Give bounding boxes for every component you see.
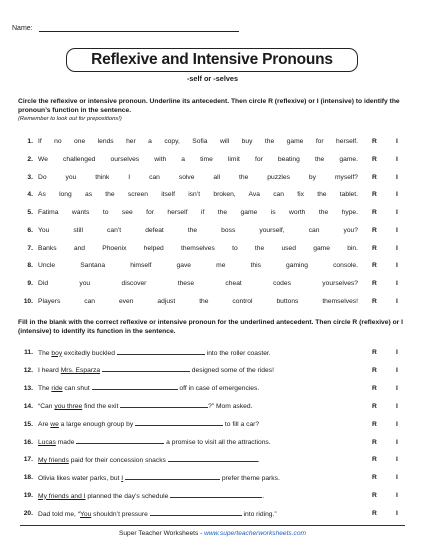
sentence-end: off in case of emergencies. — [177, 385, 260, 393]
sentence-start: Dad told me, “ — [38, 510, 80, 518]
title-box — [66, 48, 358, 72]
sentence-end: ?” Mom asked. — [208, 403, 253, 411]
part2-instructions: Fill in the blank with the correct reflexive or intensive pronoun for the underlined antecedent. Then circle R (reflexive) or I (intensive) to identify its function in the sentence. — [18, 319, 403, 335]
choice-i[interactable]: I — [396, 420, 398, 428]
question-text — [38, 510, 358, 518]
sentence-end: . — [262, 492, 265, 500]
question-row — [16, 207, 408, 218]
sentence-middle: made — [55, 439, 77, 446]
question-number: 6. — [27, 226, 33, 234]
question-number: 7. — [27, 244, 33, 252]
sentence-start: “Can — [38, 403, 55, 411]
question-text[interactable]: You still can’t defeat the boss yourself, can you? — [38, 226, 358, 234]
choice-i[interactable]: I — [396, 262, 398, 270]
question-number: 8. — [27, 262, 33, 270]
question-number: 13. — [23, 384, 33, 392]
question-number: 12. — [23, 366, 33, 374]
choice-r[interactable]: R — [372, 138, 377, 145]
sentence-start: The — [38, 349, 52, 357]
choice-i[interactable]: I — [396, 366, 398, 374]
sentence-end: into riding.” — [241, 510, 277, 518]
choice-r[interactable]: R — [372, 456, 377, 464]
choice-r[interactable]: R — [372, 280, 377, 287]
antecedent: Lucas — [38, 439, 56, 446]
answer-blank[interactable] — [102, 366, 190, 372]
question-text — [38, 474, 358, 482]
choice-i[interactable]: I — [396, 438, 398, 446]
choice-i[interactable]: I — [396, 474, 398, 482]
question-row — [16, 365, 408, 376]
antecedent: ride — [51, 385, 63, 393]
antecedent: you three — [54, 403, 83, 411]
question-row — [16, 383, 408, 394]
question-text[interactable]: Banks and Phoenix helped themselves to the used game bin. — [38, 244, 358, 252]
name-field[interactable] — [39, 24, 239, 32]
sentence-start: I heard — [38, 367, 61, 375]
choice-r[interactable]: R — [372, 191, 377, 199]
choice-r[interactable]: R — [372, 366, 377, 374]
question-row — [16, 278, 408, 289]
answer-blank[interactable] — [92, 384, 178, 390]
sentence-end: prefer theme parks. — [219, 474, 280, 482]
question-text — [38, 438, 358, 446]
choice-r[interactable]: R — [372, 384, 377, 392]
answer-blank[interactable] — [168, 456, 258, 462]
antecedent: My friends — [38, 456, 69, 464]
choice-i[interactable]: I — [396, 191, 398, 199]
choice-r[interactable]: R — [372, 226, 377, 234]
question-row — [16, 189, 408, 200]
question-text[interactable]: Players can even adjust the control buttons themselves! — [38, 297, 358, 305]
question-text — [38, 349, 358, 357]
question-number: 2. — [27, 155, 33, 163]
sentence-middle: shouldn’t pressure — [91, 510, 150, 518]
antecedent: we — [50, 421, 59, 429]
sentence-middle: find the exit — [82, 403, 121, 411]
question-number: 1. — [27, 138, 33, 145]
sentence-start: The — [38, 385, 52, 393]
choice-i[interactable]: I — [396, 155, 398, 163]
choice-r[interactable]: R — [372, 297, 377, 305]
choice-r[interactable]: R — [372, 420, 377, 428]
name-label: Name: — [12, 25, 33, 32]
choice-r[interactable]: R — [372, 262, 377, 270]
choice-i[interactable]: I — [396, 384, 398, 392]
footer-separator: - — [198, 530, 205, 537]
choice-i[interactable]: I — [396, 492, 398, 500]
choice-r[interactable]: R — [372, 173, 377, 181]
choice-i[interactable]: I — [396, 510, 398, 518]
question-number: 14. — [23, 402, 33, 410]
sentence-start: Olivia likes water parks, but — [38, 474, 122, 482]
question-text[interactable]: We challenged ourselves with a time limit for beating the game. — [38, 155, 358, 163]
question-row — [16, 225, 408, 236]
question-row — [16, 172, 408, 183]
question-text[interactable]: Do you think I can solve all the puzzles by myself? — [38, 173, 358, 181]
choice-i[interactable]: I — [396, 173, 398, 181]
choice-i[interactable]: I — [396, 456, 398, 464]
question-text — [38, 402, 358, 410]
sentence-middle: can shut — [62, 385, 92, 393]
footer-link[interactable]: www.superteacherworksheets.com — [204, 530, 307, 537]
answer-blank[interactable] — [125, 474, 220, 480]
sentence-middle: excitedly buckled — [62, 349, 117, 357]
part1-instructions: Circle the reflexive or intensive pronoun. Underline its antecedent. Then circle R (reflexive) or I (intensive) to identify the pronoun’s function in the sentence. — [18, 98, 400, 114]
choice-r[interactable]: R — [372, 244, 377, 252]
question-number: 18. — [23, 474, 33, 482]
question-text[interactable]: If no one lends her a copy, Sofia will buy the game for herself. — [38, 138, 358, 145]
question-text — [38, 420, 358, 428]
choice-i[interactable]: I — [396, 209, 398, 216]
question-row — [16, 437, 408, 448]
sentence-start: Are — [38, 421, 51, 429]
question-row — [16, 419, 408, 430]
sentence-middle: planned the day’s schedule — [85, 492, 171, 500]
question-text[interactable]: Uncle Santana himself gave me this gaming console. — [38, 262, 358, 270]
sentence-end: into the roller coaster. — [204, 349, 271, 357]
choice-i[interactable]: I — [396, 226, 398, 234]
question-row — [16, 136, 408, 147]
footer-brand: Super Teacher Worksheets — [118, 530, 199, 537]
choice-i[interactable]: I — [396, 280, 398, 287]
part1-note: (Remember to look out for prepositions!) — [18, 115, 122, 122]
question-row — [16, 401, 408, 412]
question-number: 5. — [27, 209, 33, 216]
antecedent: You — [80, 510, 92, 518]
footer-divider — [20, 525, 405, 526]
choice-i[interactable]: I — [396, 138, 398, 145]
question-number: 3. — [27, 173, 33, 181]
answer-blank[interactable] — [135, 420, 223, 426]
question-row — [16, 260, 408, 271]
question-number: 10. — [23, 297, 33, 305]
choice-r[interactable]: R — [372, 492, 377, 500]
antecedent: I — [121, 474, 124, 482]
question-row — [16, 243, 408, 254]
question-number: 11. — [24, 349, 33, 356]
choice-r[interactable]: R — [372, 438, 377, 446]
sentence-end: a promise to visit all the attractions. — [164, 439, 271, 446]
question-number: 9. — [27, 280, 33, 287]
choice-i[interactable]: I — [396, 402, 398, 410]
question-number: 16. — [23, 438, 33, 446]
choice-r[interactable]: R — [372, 402, 377, 410]
answer-blank[interactable] — [170, 492, 265, 500]
antecedent: My friends and I — [38, 492, 86, 500]
sentence-end: to fill a car? — [223, 421, 260, 429]
answer-blank[interactable] — [150, 510, 242, 516]
choice-i[interactable]: I — [396, 349, 398, 356]
answer-blank[interactable] — [117, 349, 205, 355]
question-text[interactable]: As long as the screen itself isn’t broken, Ava can fix the tablet. — [38, 191, 358, 199]
sentence-middle: a large enough group by — [58, 421, 136, 429]
antecedent: boy — [51, 349, 63, 357]
page-title: Reflexive and Intensive Pronouns — [91, 51, 333, 68]
antecedent: Mrs. Esparza — [60, 367, 101, 375]
choice-r[interactable]: R — [372, 209, 377, 216]
answer-blank[interactable] — [76, 438, 164, 444]
question-number: 20. — [23, 510, 33, 518]
choice-i[interactable]: I — [396, 297, 398, 305]
choice-r[interactable]: R — [372, 510, 377, 518]
question-number: 17. — [23, 456, 33, 464]
sentence-middle: paid for their concession snacks — [68, 456, 168, 464]
question-row — [16, 296, 408, 307]
question-row — [16, 154, 408, 165]
choice-r[interactable]: R — [372, 474, 377, 482]
choice-r[interactable]: R — [372, 155, 377, 163]
question-row — [16, 490, 408, 501]
page-subtitle: -self or -selves — [186, 74, 239, 83]
question-text — [38, 384, 358, 392]
question-number: 19. — [23, 492, 33, 500]
question-text — [38, 456, 358, 464]
question-number: 15. — [23, 420, 33, 428]
question-row — [16, 472, 408, 483]
question-row — [16, 347, 408, 358]
choice-i[interactable]: I — [396, 244, 398, 252]
question-text — [38, 366, 358, 374]
question-text[interactable]: Fatima wants to see for herself if the game is worth the hype. — [38, 209, 358, 216]
question-row — [16, 454, 408, 465]
question-number: 4. — [27, 191, 33, 199]
question-row — [16, 508, 408, 519]
footer — [0, 530, 425, 537]
name-row — [12, 24, 239, 32]
choice-r[interactable]: R — [372, 349, 377, 356]
sentence-end: . — [257, 456, 260, 464]
question-text — [38, 492, 358, 500]
question-text[interactable]: Did you discover these cheat codes yourselves? — [38, 280, 358, 287]
answer-blank[interactable] — [120, 402, 208, 408]
sentence-end: designed some of the rides! — [189, 367, 274, 375]
